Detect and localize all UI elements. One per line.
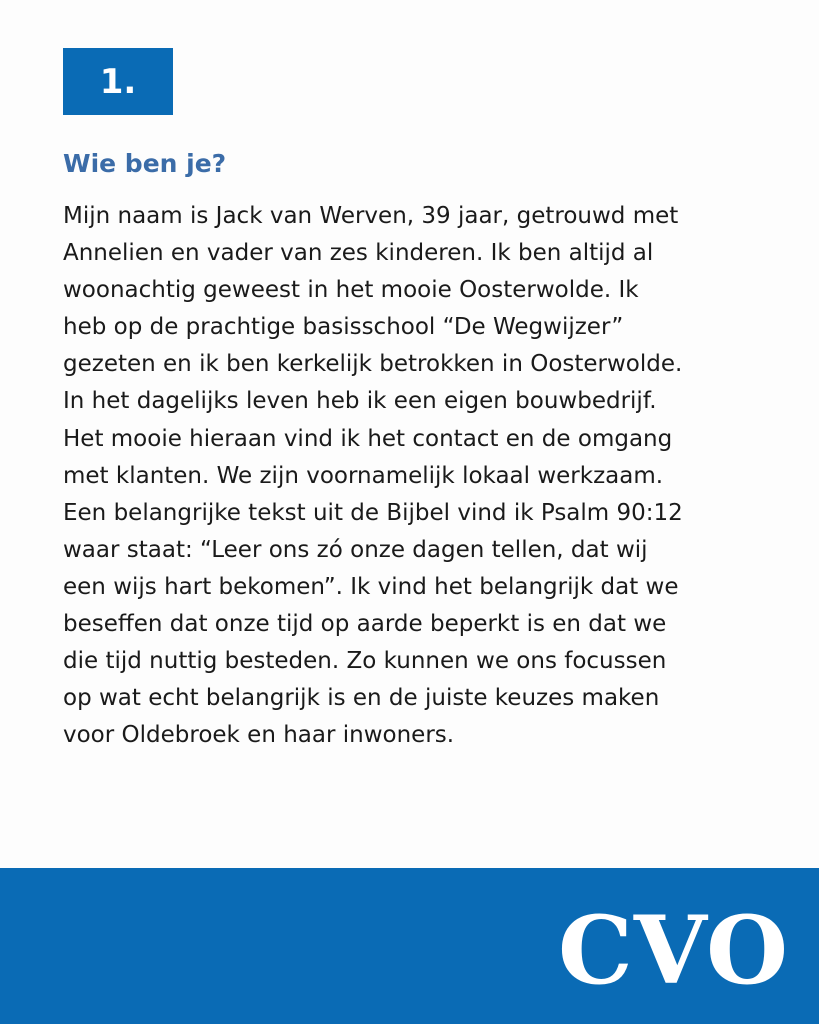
body-line: In het dagelijks leven heb ik een eigen bouwbedrijf. <box>63 388 657 415</box>
body-line: Annelien en vader van zes kinderen. Ik ben altijd al <box>63 240 654 267</box>
section-heading: Wie ben je? <box>63 149 227 178</box>
body-line: Mijn naam is Jack van Werven, 39 jaar, getrouwd met <box>63 203 679 229</box>
body-line: Het mooie hieraan vind ik het contact en de omgang <box>63 425 673 452</box>
body-line: voor Oldebroek en haar inwoners. <box>63 722 455 749</box>
badge-number: 1. <box>99 61 137 102</box>
body-line: een wijs hart bekomen”. Ik vind het belangrijk dat we <box>63 573 679 600</box>
body-line: waar staat: “Leer ons zó onze dagen tellen, dat wij <box>63 536 648 563</box>
body-line: gezeten en ik ben kerkelijk betrokken in Oosterwolde. <box>63 351 683 378</box>
body-line: Een belangrijke tekst uit de Bijbel vind ik Psalm 90:12 <box>63 499 683 526</box>
body-line: op wat echt belangrijk is en de juiste keuzes maken <box>63 685 660 712</box>
cvo-logo: CVO <box>558 896 789 1006</box>
body-line: heb op de prachtige basisschool “De Wegwijzer” <box>63 314 624 341</box>
body-line: die tijd nuttig besteden. Zo kunnen we ons focussen <box>63 648 667 675</box>
body-line: met klanten. We zijn voornamelijk lokaal werkzaam. <box>63 462 664 489</box>
number-badge <box>63 48 173 115</box>
body-line: woonachtig geweest in het mooie Oosterwolde. Ik <box>63 277 639 304</box>
body-line: beseffen dat onze tijd op aarde beperkt is en dat we <box>63 611 667 638</box>
body-paragraph <box>63 198 803 754</box>
